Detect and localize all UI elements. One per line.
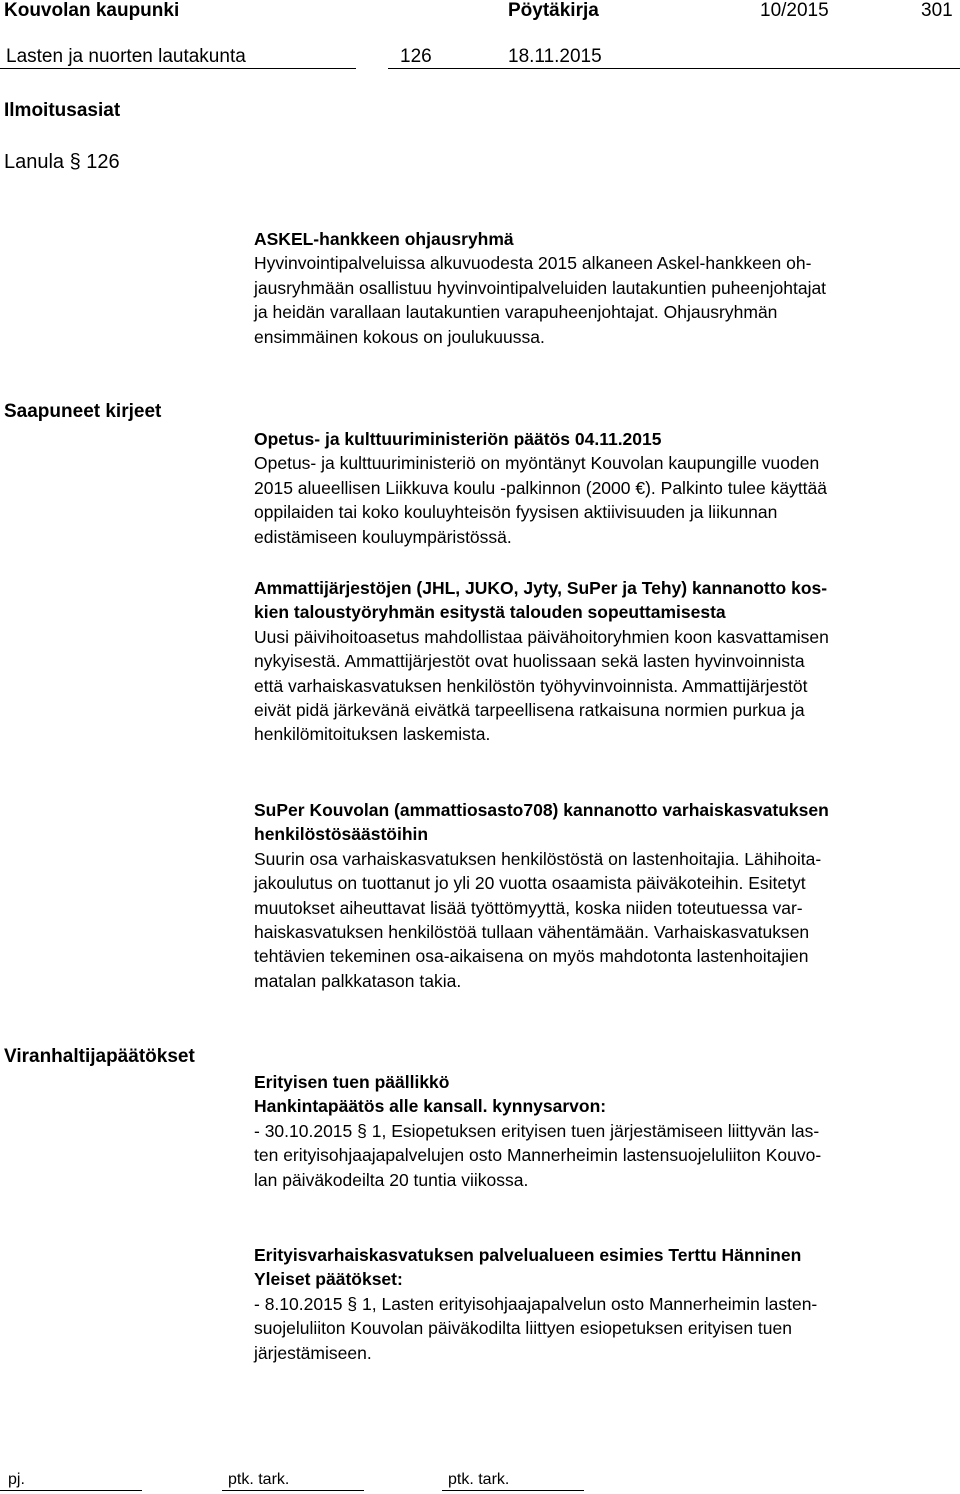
opetus-line: 2015 alueellisen Liikkuva koulu -palkinnon (2000 €). Palkinto tulee käyttää	[254, 477, 828, 498]
meeting-date: 18.11.2015	[508, 46, 602, 67]
erityisen-line: Erityisen tuen päällikkö	[254, 1072, 450, 1092]
super-line: henkilöstösäästöihin	[254, 824, 429, 845]
footer-pj-line	[0, 1490, 142, 1491]
erityisen-block	[254, 1070, 954, 1192]
askel-line: ja heidän varallaan lautakuntien varapuheenjohtajat. Ohjausryhmän	[254, 302, 778, 323]
esimies-line: järjestämiseen.	[254, 1342, 372, 1363]
ammatti-line: että varhaiskasvatuksen henkilöstön työhyvinvoinnista. Ammattijärjestöt	[254, 675, 808, 696]
footer-pj: pj.	[8, 1471, 25, 1488]
header-underline-left	[0, 68, 356, 69]
page-number: 301	[921, 0, 953, 21]
topic-title: Ilmoitusasiat	[4, 100, 121, 121]
opetus-line: Opetus- ja kulttuuriministeriön päätös 04.11.2015	[254, 429, 662, 449]
footer-ptk-tark-1: ptk. tark.	[228, 1471, 290, 1488]
super-line: haiskasvatuksen henkilöstöä tullaan vähentämään. Varhaiskasvatuksen	[254, 921, 810, 942]
org-name: Kouvolan kaupunki	[4, 0, 180, 21]
opetus-line: oppilaiden tai koko kouluyhteisön fyysisen aktiivisuuden ja liikunnan	[254, 502, 778, 523]
askel-block	[254, 227, 954, 349]
esimies-block	[254, 1243, 954, 1365]
super-line: matalan palkkatason takia.	[254, 970, 462, 991]
footer-ptk-tark-2: ptk. tark.	[448, 1471, 510, 1488]
erityisen-line: ten erityisohjaajapalvelujen osto Mannerheimin lastensuojeluliiton Kouvo-	[254, 1145, 822, 1166]
doc-type: Pöytäkirja	[508, 0, 599, 21]
askel-line: ensimmäinen kokous on joulukuussa.	[254, 326, 545, 347]
opetus-line: Opetus- ja kulttuuriministeriö on myöntänyt Kouvolan kaupungille vuoden	[254, 453, 820, 474]
lanula-title: Lanula § 126	[4, 151, 120, 173]
opetus-line: edistämiseen kouluympäristössä.	[254, 526, 512, 547]
viranhaltija-title: Viranhaltijapäätökset	[4, 1046, 195, 1067]
opetus-block	[254, 427, 954, 549]
erityisen-line: Hankintapäätös alle kansall. kynnysarvon:	[254, 1096, 607, 1117]
super-line: SuPer Kouvolan (ammattiosasto708) kannanotto varhaiskasvatuksen	[254, 800, 829, 820]
super-block	[254, 798, 954, 993]
section-number: 126	[400, 46, 432, 67]
ammatti-block	[254, 576, 954, 747]
erityisen-line: lan päiväkodeilta 20 tuntia viikossa.	[254, 1169, 529, 1190]
askel-line: Hyvinvointipalveluissa alkuvuodesta 2015 alkaneen Askel-hankkeen oh-	[254, 253, 812, 274]
ammatti-line: kien taloustyöryhmän esitystä talouden sopeuttamisesta	[254, 602, 726, 623]
super-line: jakoulutus on tuottanut jo yli 20 vuotta osaamista päiväkoteihin. Esitetyt	[254, 873, 806, 894]
super-line: tehtävien tekeminen osa-aikaisena on myös mahdotonta lastenhoitajien	[254, 946, 809, 967]
esimies-line: - 8.10.2015 § 1, Lasten erityisohjaajapalvelun osto Mannerheimin lasten-	[254, 1293, 818, 1314]
ammatti-line: nykyisestä. Ammattijärjestöt ovat huolissaan sekä lasten hyvinvoinnista	[254, 651, 805, 672]
erityisen-line: - 30.10.2015 § 1, Esiopetuksen erityisen tuen järjestämiseen liittyvän las-	[254, 1120, 820, 1141]
esimies-line: Yleiset päätökset:	[254, 1269, 403, 1290]
esimies-line: suojeluliiton Kouvolan päiväkodilta liittyen esiopetuksen erityisen tuen	[254, 1318, 792, 1339]
header-underline-right	[388, 68, 960, 69]
saapuneet-title: Saapuneet kirjeet	[4, 401, 162, 422]
super-line: Suurin osa varhaiskasvatuksen henkilöstöstä on lastenhoitajia. Lähihoita-	[254, 848, 822, 869]
committee-name: Lasten ja nuorten lautakunta	[6, 46, 246, 67]
askel-line: ASKEL-hankkeen ohjausryhmä	[254, 229, 514, 249]
footer-ptk-line-2	[442, 1490, 584, 1491]
askel-line: jausryhmään osallistuu hyvinvointipalveluiden lautakuntien puheenjohtajat	[254, 277, 827, 298]
super-line: muutokset aiheuttavat lisää työttömyyttä, koska niiden toteutuessa var-	[254, 897, 803, 918]
ammatti-line: Uusi päivihoitoasetus mahdollistaa päivähoitoryhmien koon kasvattamisen	[254, 626, 829, 647]
footer-ptk-line-1	[222, 1490, 364, 1491]
ammatti-line: henkilömitoituksen laskemista.	[254, 724, 491, 745]
doc-number: 10/2015	[760, 0, 829, 21]
esimies-line: Erityisvarhaiskasvatuksen palvelualueen esimies Terttu Hänninen	[254, 1245, 802, 1265]
ammatti-line: eivät pidä järkevänä eivätkä tarpeellisena ratkaisuna normien purkua ja	[254, 699, 805, 720]
ammatti-line: Ammattijärjestöjen (JHL, JUKO, Jyty, SuPer ja Tehy) kannanotto kos-	[254, 578, 828, 598]
